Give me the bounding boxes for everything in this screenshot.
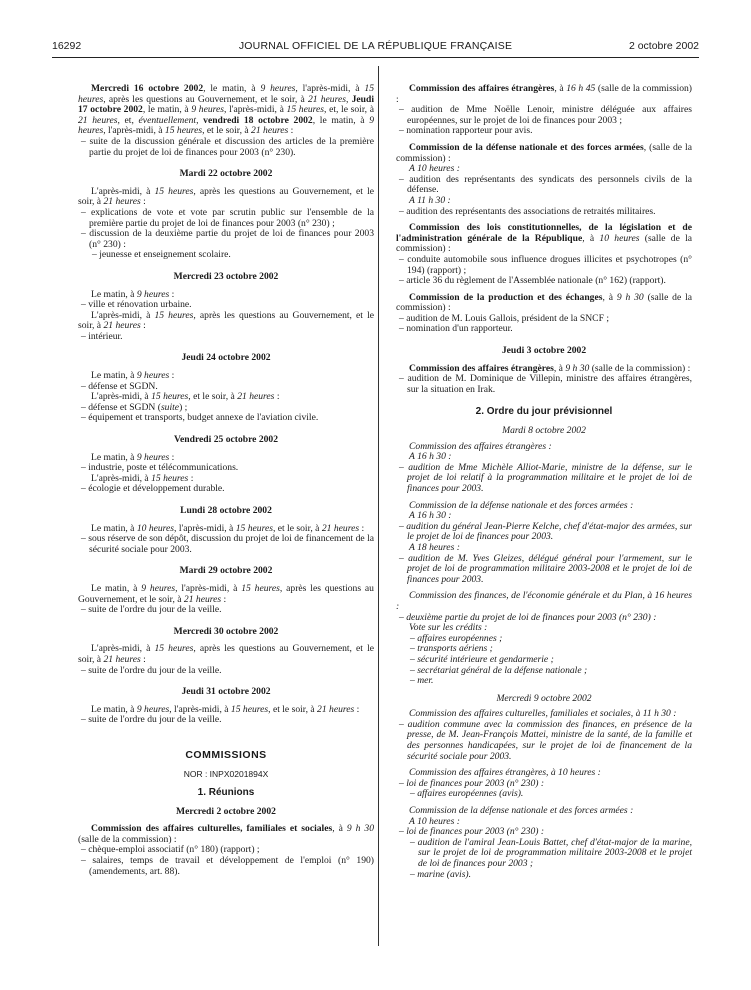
list-item: – nomination rapporteur pour avis. bbox=[399, 125, 533, 137]
right-column bbox=[396, 84, 692, 880]
schedule-line: Le matin, à 9 heures : bbox=[91, 370, 175, 382]
day-heading: Mercredi 30 octobre 2002 bbox=[173, 625, 279, 637]
commission-name: Commission de la défense nationale et des forces armées : bbox=[409, 805, 634, 817]
list-item: – chèque-emploi associatif (n° 180) (rapport) ; bbox=[81, 844, 260, 856]
list-item: – audition de Mme Noëlle Lenoir, ministre déléguée aux affaires européennes, sur le projet de loi de finances pour 2003 ; bbox=[399, 104, 692, 126]
schedule-line: Le matin, à 9 heures, l'après-midi, à 15 heures, et le soir, à 21 heures : bbox=[91, 703, 360, 715]
time-label: A 18 heures : bbox=[409, 541, 460, 553]
list-item: – discussion de la deuxième partie du projet de loi de finances pour 2003 (n° 230) : bbox=[81, 228, 374, 250]
list-item: – audition de M. Louis Gallois, président de la SNCF ; bbox=[399, 312, 609, 324]
schedule-line: L'après-midi, à 15 heures, après les questions au Gouvernement, et le soir, à 21 heures : bbox=[78, 185, 374, 208]
day-heading: Jeudi 24 octobre 2002 bbox=[181, 352, 271, 364]
time-label: A 11 h 30 : bbox=[409, 194, 451, 206]
list-item: – affaires européennes (avis). bbox=[410, 788, 524, 800]
section-title: COMMISSIONS bbox=[185, 748, 267, 761]
list-item: – explications de vote et vote par scrutin public sur l'ensemble de la première partie du projet de loi de finances pour 2003 (n° 230) ; bbox=[81, 206, 374, 229]
list-item: – audition commune avec la commission des finances, en présence de la presse, de M. Jean-François Mattei, ministre de la santé, de la famille et des personnes handicapées, sur le projet de loi de financement de la sécurité sociale pour 2003. bbox=[399, 718, 692, 762]
left-column bbox=[78, 84, 374, 877]
commission-name: Commission des finances, de l'économie générale et du Plan, à 16 heures : bbox=[396, 590, 692, 612]
column-divider bbox=[378, 66, 379, 946]
day-heading: Mercredi 23 octobre 2002 bbox=[173, 270, 279, 282]
schedule-line: L'après-midi, à 15 heures, après les questions au Gouvernement, et le soir, à 21 heures : bbox=[78, 309, 374, 332]
list-item: – audition des représentants des syndicats des personnels civils de la défense. bbox=[399, 173, 692, 196]
list-item: – suite de l'ordre du jour de la veille. bbox=[81, 714, 222, 726]
day-heading: Lundi 28 octobre 2002 bbox=[180, 505, 272, 516]
day-heading: Vendredi 25 octobre 2002 bbox=[173, 434, 279, 446]
list-item: – intérieur. bbox=[81, 330, 123, 342]
schedule-line: L'après-midi, à 15 heures : bbox=[91, 472, 194, 484]
list-item: – suite de la discussion générale et discussion des articles de la première partie du projet de loi de finances pour 2003 (n° 230). bbox=[81, 135, 374, 158]
list-item: – jeunesse et enseignement scolaire. bbox=[92, 249, 231, 261]
list-item: – défense et SGDN (suite) ; bbox=[81, 401, 188, 413]
time-label: A 10 heures : bbox=[409, 815, 460, 827]
list-item: – loi de finances pour 2003 (n° 230) : bbox=[399, 826, 545, 838]
commission-name: Commission des affaires culturelles, familiales et sociales, à 11 h 30 : bbox=[409, 708, 677, 720]
day-heading: Jeudi 31 octobre 2002 bbox=[181, 686, 271, 698]
day-heading: Mardi 29 octobre 2002 bbox=[179, 565, 273, 577]
list-item: – marine (avis). bbox=[410, 868, 472, 880]
list-item: – transports aériens ; bbox=[410, 643, 493, 655]
time-label: A 10 heures : bbox=[409, 163, 460, 175]
commission-name: Commission des affaires étrangères, à 10 heures : bbox=[409, 767, 601, 779]
schedule-line: L'après-midi, à 15 heures, après les questions au Gouvernement, et le soir, à 21 heures : bbox=[78, 643, 374, 665]
list-item: – audition de l'amiral Jean-Louis Battet, chef d'état-major de la marine, sur le projet de loi de programmation militaire 2003-2008 et le projet de loi de finances pour 2003 ; bbox=[410, 836, 692, 869]
journal-title: JOURNAL OFFICIEL DE LA RÉPUBLIQUE FRANÇAISE bbox=[238, 40, 513, 52]
time-label: A 16 h 30 : bbox=[409, 451, 452, 463]
commission-entry: Commission de la défense nationale et des forces armées, (salle de la commission) : bbox=[396, 141, 692, 164]
list-item: – sécurité intérieure et gendarmerie ; bbox=[410, 653, 554, 665]
list-item: – sous réserve de son dépôt, discussion du projet de loi de financement de la sécurité sociale pour 2003. bbox=[81, 533, 374, 555]
section-heading: 2. Ordre du jour prévisionnel bbox=[475, 406, 613, 418]
schedule-line: Le matin, à 9 heures : bbox=[91, 288, 175, 300]
schedule-line: Le matin, à 9 heures, l'après-midi, à 15 heures, après les questions au Gouvernement, et le soir, à 21 heures : bbox=[78, 582, 374, 605]
list-item: – suite de l'ordre du jour de la veille. bbox=[81, 604, 222, 616]
day-heading: Mardi 22 octobre 2002 bbox=[179, 168, 273, 180]
day-heading: Mercredi 9 octobre 2002 bbox=[496, 692, 592, 704]
list-item: – défense et SGDN. bbox=[81, 380, 158, 392]
intro-paragraph: Mercredi 16 octobre 2002, le matin, à 9 heures, l'après-midi, à 15 heures, après les questions au Gouvernement, et le soir, à 21 heures, Jeudi 17 octobre 2002, le matin, à 9 heures, l'après-midi, à 15 heures, et, le soir, à 21 heures, et, éventuellement, vendredi 18 octobre 2002, le matin, à 9 heures, l'après-midi, à 15 heures, et le soir, à 21 heures : bbox=[78, 83, 375, 137]
list-item: – audition des représentants des associations de retraités militaires. bbox=[399, 205, 656, 217]
list-item: – article 36 du règlement de l'Assemblée nationale (n° 162) (rapport). bbox=[399, 275, 666, 287]
list-item: – secrétariat général de la défense nationale ; bbox=[410, 664, 588, 676]
vote-label: Vote sur les crédits : bbox=[409, 622, 488, 634]
commission-entry: Commission des affaires culturelles, familiales et sociales, à 9 h 30 (salle de la commission) : bbox=[78, 823, 374, 845]
list-item: – conduite automobile sous influence drogues illicites et psychotropes (n° 194) (rapport) ; bbox=[399, 253, 692, 276]
schedule-line: Le matin, à 10 heures, l'après-midi, à 15 heures, et le soir, à 21 heures : bbox=[91, 522, 365, 534]
list-item: – ville et rénovation urbaine. bbox=[81, 299, 192, 311]
page-number: 16292 bbox=[52, 40, 82, 52]
list-item: – mer. bbox=[410, 675, 434, 687]
list-item: – affaires européennes ; bbox=[410, 632, 503, 644]
issue-date: 2 octobre 2002 bbox=[628, 40, 699, 52]
list-item: – nomination d'un rapporteur. bbox=[399, 323, 513, 335]
day-heading: Mardi 8 octobre 2002 bbox=[502, 425, 586, 437]
list-item: – audition de Mme Michèle Alliot-Marie, ministre de la défense, sur le projet de loi relatif à la programmation militaire et le projet de loi de finances pour 2003. bbox=[399, 461, 692, 494]
day-heading: Mercredi 2 octobre 2002 bbox=[176, 805, 276, 817]
list-item: – salaires, temps de travail et développement de l'emploi (n° 190) (amendements, art. 88). bbox=[81, 855, 374, 877]
time-label: A 16 h 30 : bbox=[409, 510, 452, 522]
list-item: – deuxième partie du projet de loi de finances pour 2003 (n° 230) : bbox=[399, 611, 657, 623]
header-rule bbox=[52, 57, 699, 58]
list-item: – audition du général Jean-Pierre Kelche, chef d'état-major des armées, sur le projet de loi de finances pour 2003. bbox=[399, 520, 692, 543]
commission-name: Commission des affaires étrangères : bbox=[409, 440, 552, 452]
section-heading: 1. Réunions bbox=[197, 787, 255, 799]
list-item: – audition de M. Yves Gleizes, délégué général pour l'armement, sur le projet de loi de programmation militaire 2003-2008 et le projet de loi de finances pour 2003. bbox=[399, 552, 692, 585]
nor-reference: NOR : INPX0201894X bbox=[183, 768, 269, 779]
page-header bbox=[52, 40, 699, 56]
list-item: – audition de M. Dominique de Villepin, ministre des affaires étrangères, sur la situation en Irak. bbox=[399, 373, 692, 395]
commission-entry: Commission des lois constitutionnelles, de la législation et de l'administration générale de la République, à 10 heures (salle de la commission) : bbox=[396, 222, 693, 255]
commission-entry: Commission des affaires étrangères, à 9 h 30 (salle de la commission) : bbox=[409, 362, 691, 374]
list-item: – écologie et développement durable. bbox=[81, 483, 225, 495]
commission-entry: Commission de la production et des échanges, à 9 h 30 (salle de la commission) : bbox=[396, 291, 693, 314]
commission-entry: Commission des affaires étrangères, à 16 h 45 (salle de la commission) : bbox=[396, 83, 692, 105]
list-item: – industrie, poste et télécommunications. bbox=[81, 462, 239, 474]
schedule-line: L'après-midi, à 15 heures, et le soir, à 21 heures : bbox=[91, 391, 280, 403]
day-heading: Jeudi 3 octobre 2002 bbox=[501, 345, 587, 357]
commission-name: Commission de la défense nationale et des forces armées : bbox=[409, 499, 634, 511]
list-item: – suite de l'ordre du jour de la veille. bbox=[81, 664, 222, 676]
list-item: – loi de finances pour 2003 (n° 230) : bbox=[399, 777, 545, 789]
schedule-line: Le matin, à 9 heures : bbox=[91, 451, 175, 463]
list-item: – équipement et transports, budget annexe de l'aviation civile. bbox=[81, 412, 319, 424]
